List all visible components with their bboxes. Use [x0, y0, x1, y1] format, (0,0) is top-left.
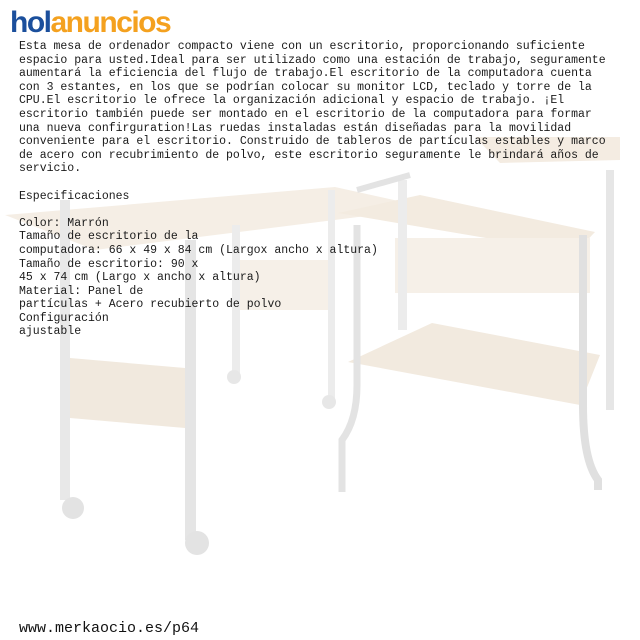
footer-url: www.merkaocio.es/p64	[19, 620, 200, 637]
spec-line: 45 x 74 cm (Largo x ancho x altura)	[19, 271, 261, 285]
spec-line: Configuración	[19, 311, 109, 325]
spec-line: Tamaño de escritorio: 90 x	[19, 257, 199, 271]
logo-text-part-1: hol	[10, 6, 51, 39]
spec-line: Tamaño de escritorio de la	[19, 230, 199, 244]
spec-line: ajustable	[19, 325, 82, 339]
spec-line: Material: Panel de	[19, 284, 144, 298]
spec-line: partículas + Acero recubierto de polvo	[19, 298, 282, 312]
description-paragraph: Esta mesa de ordenador compacto viene con un escritorio, proporcionando suficiente espacio para usted.Ideal para ser utilizado como una estación de trabajo, seguramente aumentará la eficiencia del flujo de trabajo.El escritorio de la computadora cuenta con 3 estantes, en los que se podrían colocar su monitor LCD, teclado y torre de la CPU.El escritorio le ofrece la organización adicional y espacio de trabajo. ¡El escritorio también puede ser montado en el escritorio de la computadora para formar una nueva confirguration!Las ruedas instaladas están diseñadas para la movilidad conveniente para el escritorio. Construido de tableros de partículas estables y marco de acero con recubrimiento de polvo, este escritorio seguramente le brindará años de servicio.	[19, 40, 606, 176]
spec-line: computadora: 66 x 49 x 84 cm (Largox ancho x altura)	[19, 243, 378, 257]
logo-text-part-2: anuncios	[50, 6, 171, 39]
specs-heading: Especificaciones	[19, 189, 130, 203]
holanuncios-logo	[10, 6, 170, 40]
spec-line: Color: Marrón	[19, 216, 109, 230]
product-description	[19, 40, 619, 339]
